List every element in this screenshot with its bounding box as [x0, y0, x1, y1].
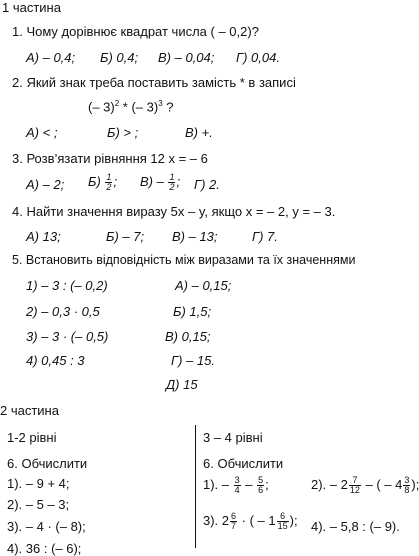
left-item-2: 2). – 5 – 3;	[7, 497, 70, 512]
q2-text: 2. Який знак треба поставить замість * в записі	[12, 75, 296, 90]
q4-text: 4. Найти значення виразу 5x – y, якщо x = – 2, y = – 3.	[12, 204, 336, 219]
q5-right-d: Г) – 15.	[171, 353, 215, 368]
right-item-3: 3). 2 $\frac{6}{7}$ · ( – 1 $\frac{6}{15}$ );	[203, 511, 298, 531]
q2-option-c: В) +.	[185, 125, 213, 140]
part1-title: 1 частина	[2, 0, 61, 15]
left-item-3: 3). – 4 · (– 8);	[7, 519, 86, 534]
q2-option-b: Б) > ;	[107, 125, 139, 140]
q5-text: 5. Встановить відповідність між виразами та їх значеннями	[12, 253, 356, 267]
q3-option-d: Г) 2.	[194, 177, 220, 192]
left-item-4: 4). 36 : (– 6);	[7, 541, 82, 556]
q5-right-b: Б) 1,5;	[173, 304, 212, 319]
right-item-2: 2). – 2 $\frac{7}{12}$ – ( – 4 $\frac{3}{8}$ );	[311, 475, 419, 495]
q5-left-2: 2) – 0,3 · 0,5	[26, 304, 100, 319]
q3-option-c: В) – $\frac{1}{2}$ ;	[140, 172, 181, 192]
q4-option-a: А) 13;	[26, 229, 61, 244]
column-divider	[195, 425, 196, 548]
right-task-title: 6. Обчислити	[203, 456, 284, 471]
q5-right-a: А) – 0,15;	[175, 278, 232, 293]
q4-option-b: Б) – 7;	[106, 229, 145, 244]
q4-option-c: В) – 13;	[172, 229, 218, 244]
q5-right-e: Д) 15	[166, 377, 198, 392]
q5-left-1: 1) – 3 : (– 0,2)	[26, 278, 108, 293]
left-task-title: 6. Обчислити	[7, 456, 88, 471]
q1-option-d: Г) 0,04.	[236, 50, 280, 65]
q1-text: 1. Чому дорівнює квадрат числа ( – 0,2)?	[12, 24, 259, 39]
q5-left-4: 4) 0,45 : 3	[26, 353, 85, 368]
q3-option-b: Б) $\frac{1}{2}$ ;	[88, 172, 118, 192]
left-level-header: 1-2 рівні	[7, 430, 57, 445]
q1-option-a: А) – 0,4;	[26, 50, 76, 65]
right-item-1: 1). – $\frac{3}{4}$ – $\frac{5}{6}$ ;	[203, 475, 269, 495]
left-item-1: 1). – 9 + 4;	[7, 476, 70, 491]
q4-option-d: Г) 7.	[252, 229, 278, 244]
part2-title: 2 частина	[0, 403, 59, 418]
q5-right-c: В) 0,15;	[165, 329, 211, 344]
q3-text: 3. Розв’язати рівняння 12 x = – 6	[12, 151, 208, 166]
q5-left-3: 3) – 3 · (– 0,5)	[26, 329, 109, 344]
right-item-4: 4). – 5,8 : (– 9).	[311, 519, 400, 534]
q2-option-a: А) < ;	[26, 125, 58, 140]
q3-option-a: А) – 2;	[26, 177, 65, 192]
q1-option-c: В) – 0,04;	[158, 50, 215, 65]
q1-option-b: Б) 0,4;	[100, 50, 139, 65]
right-level-header: 3 – 4 рівні	[203, 430, 263, 445]
q2-expression: (– 3)$^2$ * (– 3)$^3$ ?	[88, 99, 174, 115]
